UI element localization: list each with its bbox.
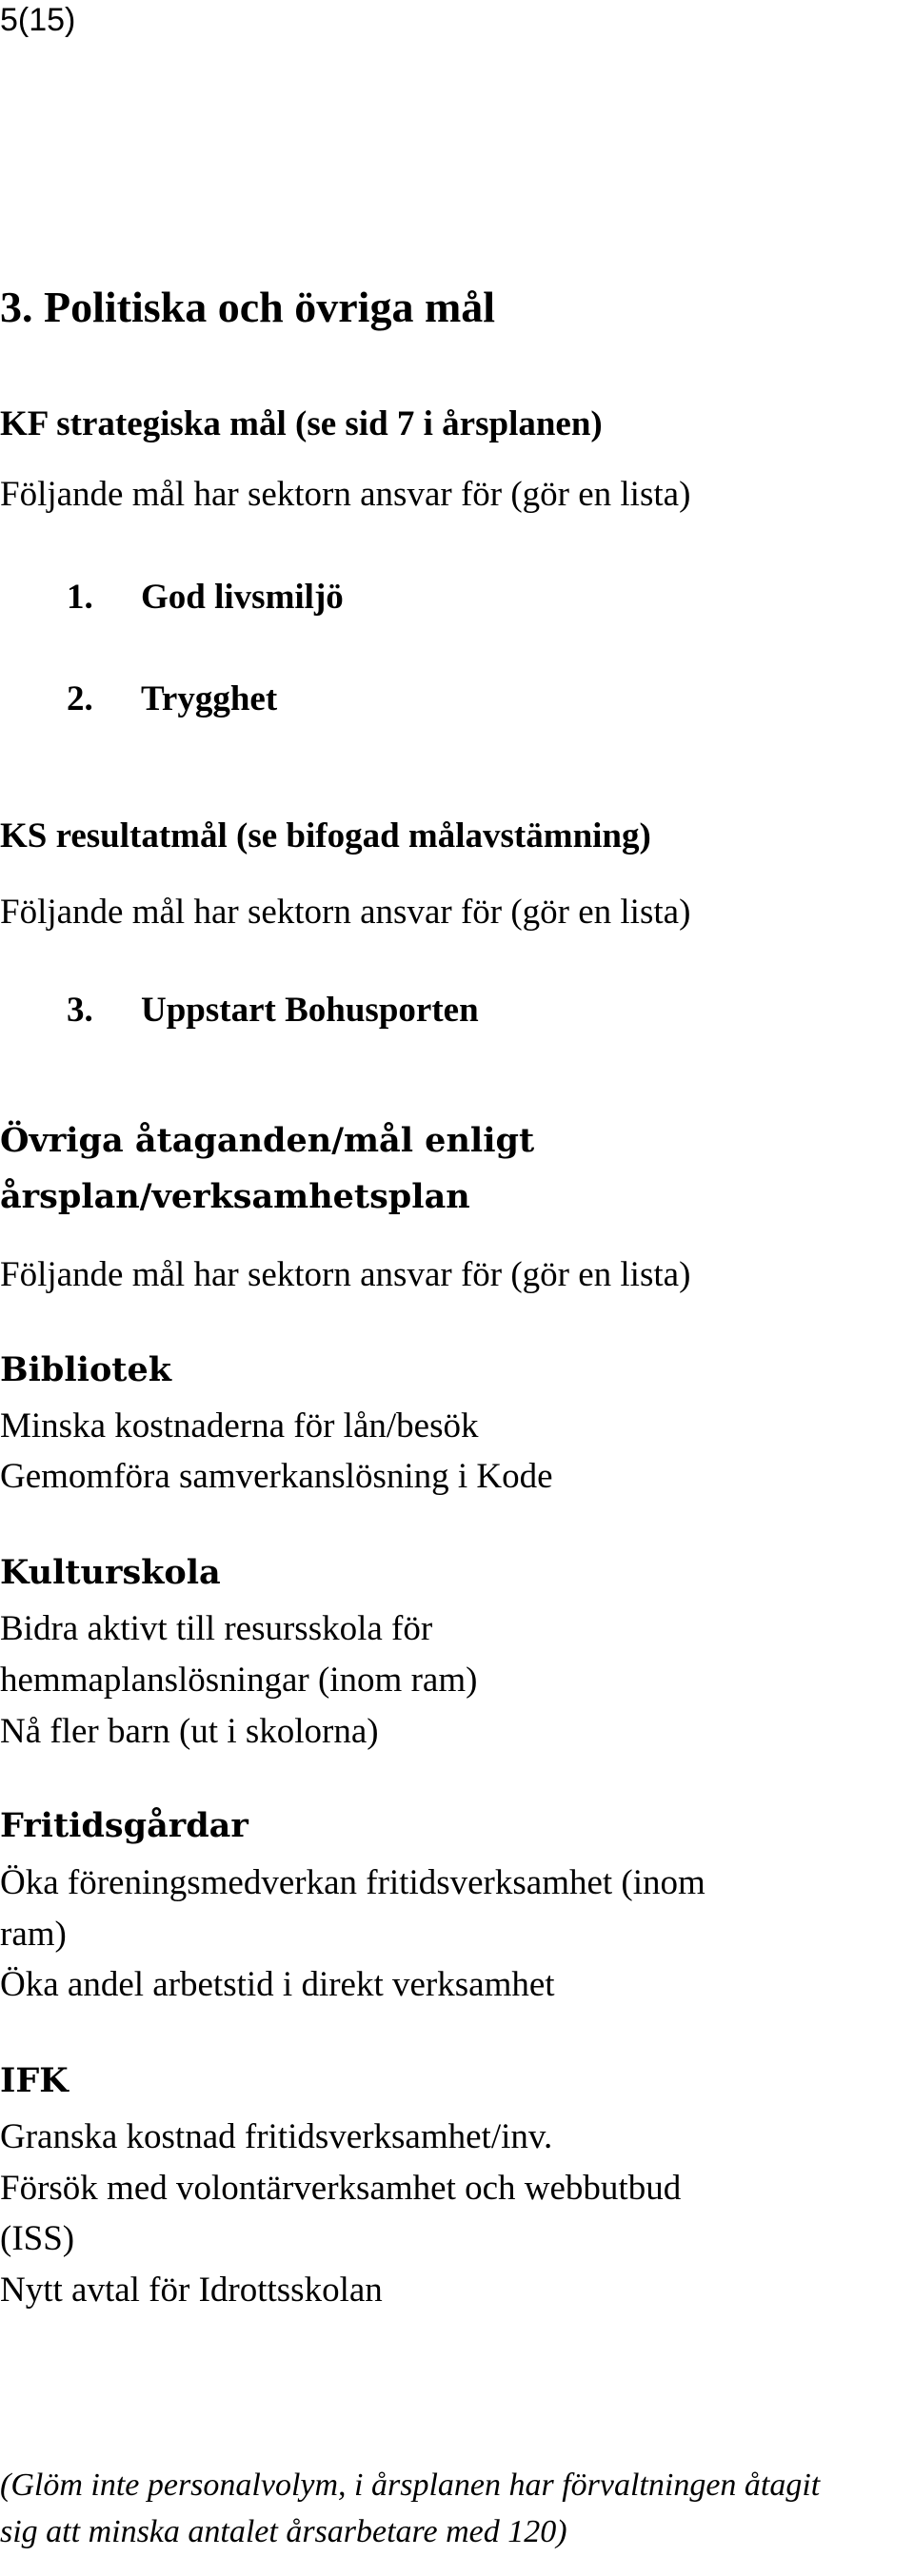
kf-list-item — [67, 577, 344, 618]
ovriga-heading-line2: årsplan/verksamhetsplan — [0, 1177, 470, 1216]
bibliotek-line: Gemomföra samverkanslösning i Kode — [0, 1457, 553, 1496]
ks-heading: KS resultatmål (se bifogad målavstämning) — [0, 816, 651, 855]
list-label: Trygghet — [141, 679, 278, 718]
kulturskola-line: Bidra aktivt till resursskola för — [0, 1609, 433, 1648]
kf-list-item — [67, 678, 277, 719]
kf-intro: Följande mål har sektorn ansvar för (gör en lista) — [0, 475, 691, 514]
list-number: 2. — [67, 679, 93, 718]
list-number: 3. — [67, 991, 93, 1030]
page-number: 5(15) — [0, 2, 76, 38]
bibliotek-line: Minska kostnaderna för lån/besök — [0, 1406, 479, 1445]
ovriga-heading-line1: Övriga åtaganden/mål enligt — [0, 1121, 535, 1160]
ks-list-item — [67, 990, 479, 1031]
fritidsgardar-line: Öka andel arbetstid i direkt verksamhet — [0, 1965, 555, 2004]
ifk-line: Granska kostnad fritidsverksamhet/inv. — [0, 2117, 553, 2156]
fritidsgardar-line: Öka föreningsmedverkan fritidsverksamhet (inom — [0, 1863, 705, 1902]
fritidsgardar-heading: Fritidsgårdar — [0, 1806, 248, 1845]
ifk-line: Nytt avtal för Idrottsskolan — [0, 2271, 383, 2310]
footnote-line: sig att minska antalet årsarbetare med 120) — [0, 2514, 567, 2549]
bibliotek-heading: Bibliotek — [0, 1350, 171, 1389]
list-number: 1. — [67, 578, 93, 617]
ks-intro: Följande mål har sektorn ansvar för (gör en lista) — [0, 893, 691, 932]
ovriga-intro: Följande mål har sektorn ansvar för (gör en lista) — [0, 1255, 691, 1294]
kulturskola-line: hemmaplanslösningar (inom ram) — [0, 1661, 478, 1700]
ifk-line: (ISS) — [0, 2219, 75, 2258]
footnote-line: (Glöm inte personalvolym, i årsplanen har förvaltningen åtagit — [0, 2468, 821, 2503]
kulturskola-heading: Kulturskola — [0, 1553, 221, 1592]
ifk-heading: IFK — [0, 2061, 69, 2100]
ifk-line: Försök med volontärverksamhet och webbutbud — [0, 2169, 682, 2208]
kf-heading: KF strategiska mål (se sid 7 i årsplanen) — [0, 404, 603, 443]
fritidsgardar-line: ram) — [0, 1915, 67, 1954]
section-title: 3. Politiska och övriga mål — [0, 283, 496, 331]
kulturskola-line: Nå fler barn (ut i skolorna) — [0, 1712, 379, 1751]
list-label: God livsmiljö — [141, 578, 344, 617]
list-label: Uppstart Bohusporten — [141, 991, 479, 1030]
